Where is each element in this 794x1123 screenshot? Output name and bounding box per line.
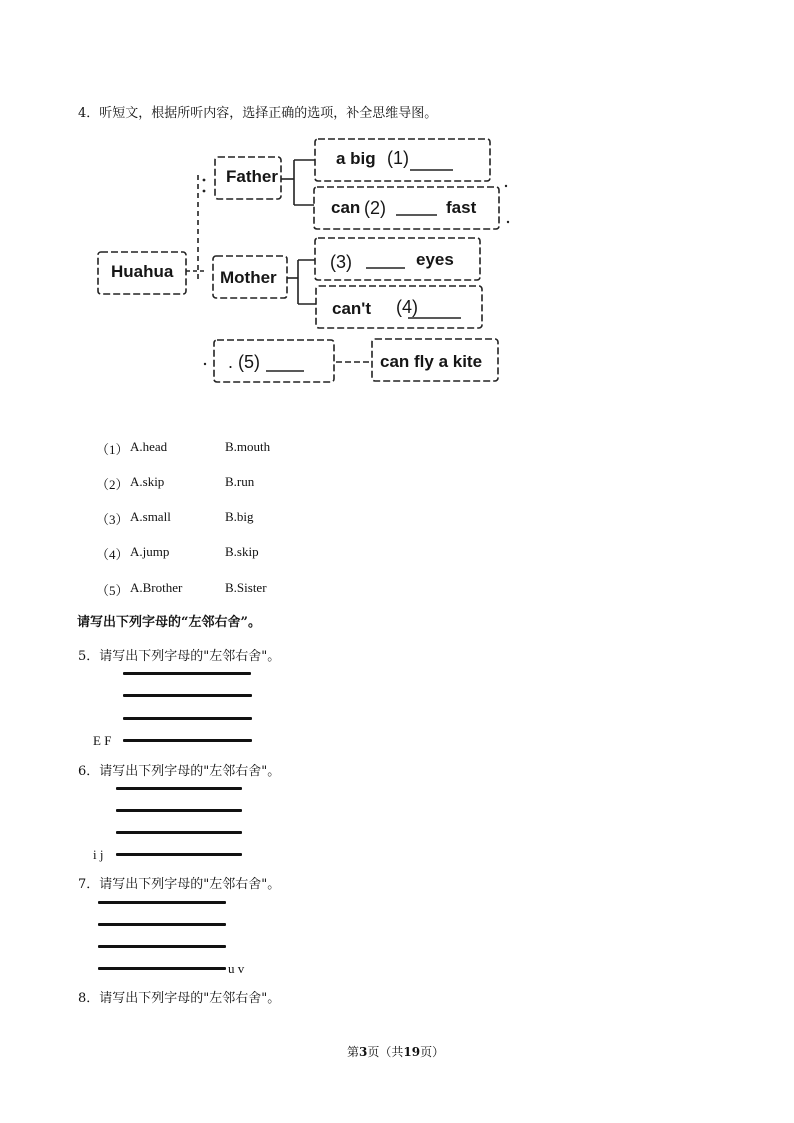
answer-line	[123, 717, 252, 720]
option-row-5-a: A.Brother	[130, 580, 183, 595]
blank-2-label: (2)	[364, 198, 386, 218]
option-row-4-b: B.skip	[225, 544, 259, 559]
scan-dot	[203, 190, 206, 193]
section-title: 请写出下列字母的“左邻右舍”。	[77, 615, 261, 630]
footer-prefix: 第	[347, 1045, 360, 1059]
page-footer	[347, 1043, 444, 1060]
mother-cant-text: can't	[332, 299, 371, 318]
footer-page-number: 3	[359, 1045, 368, 1059]
answer-line	[116, 787, 242, 790]
option-row-1-b: B.mouth	[225, 439, 271, 454]
option-row-1-num: （1）	[96, 442, 129, 457]
footer-suffix: 页）	[420, 1045, 445, 1059]
father-fast-text: fast	[446, 198, 477, 217]
option-row-1-a: A.head	[130, 439, 168, 454]
answer-line	[98, 967, 226, 970]
option-row-5-b: B.Sister	[225, 580, 267, 595]
answer-line	[98, 923, 226, 926]
blank-5-label: . (5)	[228, 352, 261, 372]
option-row-2-num: （2）	[96, 477, 129, 492]
option-row-4-num: （4）	[96, 547, 129, 562]
question-6-title: 6．请写出下列字母的"左邻右舍"。	[78, 764, 281, 779]
scan-dot	[505, 185, 507, 187]
answer-line	[123, 694, 252, 697]
father-big-text: a big	[336, 149, 376, 168]
option-row-4-a: A.jump	[130, 544, 170, 559]
question-5-letters: E F	[93, 733, 112, 748]
mother-eyes-text: eyes	[416, 250, 454, 269]
answer-line	[123, 739, 252, 742]
mother-label: Mother	[220, 268, 277, 287]
question-6-letters: i j	[93, 847, 104, 862]
answer-line	[98, 945, 226, 948]
answer-line	[123, 672, 251, 675]
question-7-letters: u v	[228, 961, 245, 976]
scan-dot	[204, 363, 206, 365]
scan-dot	[203, 179, 206, 182]
blank-4-label: (4)	[396, 297, 418, 317]
footer-middle: 页（共	[367, 1045, 404, 1059]
question-4-title: 4．听短文，根据所听内容，选择正确的选项，补全思维导图。	[78, 106, 438, 121]
option-row-2-b: B.run	[225, 474, 255, 489]
question-5-title: 5．请写出下列字母的"左邻右舍"。	[78, 649, 281, 664]
option-row-2-a: A.skip	[130, 474, 165, 489]
option-row-3-num: （3）	[96, 512, 129, 527]
blank-1-label: (1)	[387, 148, 409, 168]
father-label: Father	[226, 167, 278, 186]
blank-3-label: (3)	[330, 252, 352, 272]
kite-text: can fly a kite	[380, 352, 483, 371]
question-8-title: 8．请写出下列字母的"左邻右舍"。	[78, 991, 281, 1006]
answer-line	[98, 901, 226, 904]
question-7-title: 7．请写出下列字母的"左邻右舍"。	[78, 877, 281, 892]
answer-line	[116, 853, 242, 856]
answer-line	[116, 831, 242, 834]
option-row-3-b: B.big	[225, 509, 254, 524]
father-can-text: can	[331, 198, 361, 217]
option-row-5-num: （5）	[96, 583, 129, 598]
scan-dot	[507, 221, 509, 223]
footer-total-pages: 19	[403, 1045, 421, 1059]
option-row-3-a: A.small	[130, 509, 171, 524]
root-label: Huahua	[111, 262, 174, 281]
answer-line	[116, 809, 242, 812]
